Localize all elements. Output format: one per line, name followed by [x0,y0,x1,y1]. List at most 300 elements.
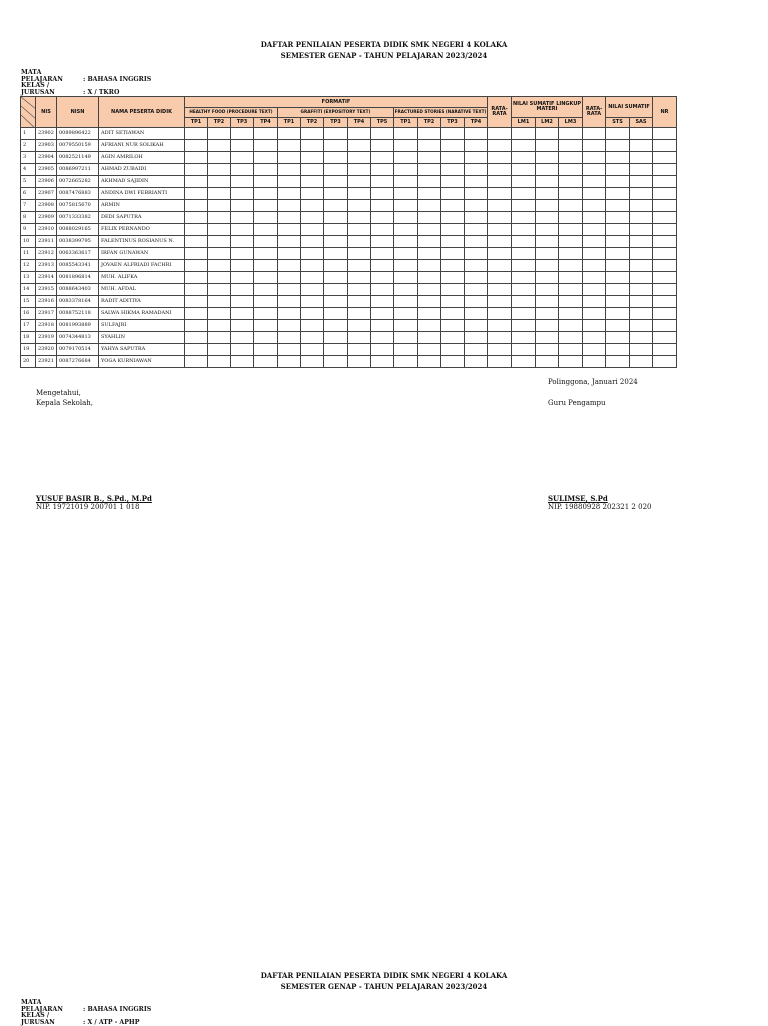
score-cell[interactable] [278,248,301,260]
score-cell[interactable] [653,356,677,368]
score-cell[interactable] [254,248,278,260]
score-cell[interactable] [653,308,677,320]
score-cell[interactable] [441,260,465,272]
score-cell[interactable] [231,212,254,224]
score-cell[interactable] [653,224,677,236]
score-cell[interactable] [324,320,348,332]
score-cell[interactable] [512,296,536,308]
score-cell[interactable] [394,296,418,308]
score-cell[interactable] [441,344,465,356]
score-cell[interactable] [371,272,394,284]
score-cell[interactable] [394,164,418,176]
score-cell[interactable] [630,200,653,212]
score-cell[interactable] [559,332,583,344]
score-cell[interactable] [465,128,488,140]
score-cell[interactable] [278,176,301,188]
score-cell[interactable] [278,140,301,152]
score-cell[interactable] [185,332,208,344]
score-cell[interactable] [536,332,559,344]
score-cell[interactable] [208,236,231,248]
score-cell[interactable] [254,356,278,368]
score-cell[interactable] [441,164,465,176]
score-cell[interactable] [278,152,301,164]
score-cell[interactable] [324,236,348,248]
score-cell[interactable] [630,260,653,272]
score-cell[interactable] [301,356,324,368]
score-cell[interactable] [441,356,465,368]
score-cell[interactable] [606,248,630,260]
score-cell[interactable] [465,140,488,152]
score-cell[interactable] [512,164,536,176]
score-cell[interactable] [208,356,231,368]
score-cell[interactable] [606,188,630,200]
score-cell[interactable] [606,152,630,164]
score-cell[interactable] [630,248,653,260]
score-cell[interactable] [630,284,653,296]
score-cell[interactable] [418,200,441,212]
score-cell[interactable] [512,320,536,332]
score-cell[interactable] [185,308,208,320]
score-cell[interactable] [348,128,371,140]
score-cell[interactable] [488,296,512,308]
score-cell[interactable] [583,188,606,200]
score-cell[interactable] [185,320,208,332]
score-cell[interactable] [324,140,348,152]
score-cell[interactable] [512,332,536,344]
score-cell[interactable] [488,272,512,284]
score-cell[interactable] [512,128,536,140]
score-cell[interactable] [348,176,371,188]
score-cell[interactable] [441,284,465,296]
score-cell[interactable] [418,224,441,236]
score-cell[interactable] [583,320,606,332]
score-cell[interactable] [348,152,371,164]
score-cell[interactable] [536,188,559,200]
score-cell[interactable] [394,260,418,272]
score-cell[interactable] [559,284,583,296]
score-cell[interactable] [465,296,488,308]
score-cell[interactable] [324,260,348,272]
score-cell[interactable] [231,272,254,284]
score-cell[interactable] [348,296,371,308]
score-cell[interactable] [465,188,488,200]
score-cell[interactable] [441,272,465,284]
score-cell[interactable] [536,272,559,284]
score-cell[interactable] [278,212,301,224]
score-cell[interactable] [208,248,231,260]
score-cell[interactable] [465,308,488,320]
score-cell[interactable] [301,140,324,152]
score-cell[interactable] [606,320,630,332]
score-cell[interactable] [231,296,254,308]
score-cell[interactable] [606,332,630,344]
score-cell[interactable] [418,356,441,368]
score-cell[interactable] [559,140,583,152]
score-cell[interactable] [653,152,677,164]
score-cell[interactable] [536,212,559,224]
score-cell[interactable] [488,200,512,212]
score-cell[interactable] [185,176,208,188]
score-cell[interactable] [254,308,278,320]
score-cell[interactable] [254,224,278,236]
score-cell[interactable] [301,236,324,248]
score-cell[interactable] [465,284,488,296]
score-cell[interactable] [630,176,653,188]
score-cell[interactable] [653,284,677,296]
score-cell[interactable] [254,332,278,344]
score-cell[interactable] [348,320,371,332]
score-cell[interactable] [394,344,418,356]
score-cell[interactable] [324,272,348,284]
score-cell[interactable] [488,344,512,356]
score-cell[interactable] [301,200,324,212]
score-cell[interactable] [630,224,653,236]
score-cell[interactable] [630,164,653,176]
score-cell[interactable] [583,308,606,320]
score-cell[interactable] [394,272,418,284]
score-cell[interactable] [418,260,441,272]
score-cell[interactable] [254,260,278,272]
score-cell[interactable] [371,248,394,260]
score-cell[interactable] [583,164,606,176]
score-cell[interactable] [630,152,653,164]
score-cell[interactable] [606,308,630,320]
score-cell[interactable] [583,332,606,344]
score-cell[interactable] [348,356,371,368]
score-cell[interactable] [348,164,371,176]
score-cell[interactable] [418,152,441,164]
score-cell[interactable] [653,260,677,272]
score-cell[interactable] [324,308,348,320]
score-cell[interactable] [394,308,418,320]
score-cell[interactable] [185,164,208,176]
score-cell[interactable] [536,176,559,188]
score-cell[interactable] [254,188,278,200]
score-cell[interactable] [441,128,465,140]
score-cell[interactable] [208,332,231,344]
score-cell[interactable] [185,212,208,224]
score-cell[interactable] [441,188,465,200]
score-cell[interactable] [371,176,394,188]
score-cell[interactable] [465,176,488,188]
score-cell[interactable] [231,188,254,200]
score-cell[interactable] [512,308,536,320]
score-cell[interactable] [348,140,371,152]
score-cell[interactable] [653,344,677,356]
score-cell[interactable] [208,284,231,296]
score-cell[interactable] [583,248,606,260]
score-cell[interactable] [301,212,324,224]
score-cell[interactable] [208,152,231,164]
score-cell[interactable] [418,188,441,200]
score-cell[interactable] [418,284,441,296]
score-cell[interactable] [418,296,441,308]
score-cell[interactable] [348,272,371,284]
score-cell[interactable] [324,284,348,296]
score-cell[interactable] [301,320,324,332]
score-cell[interactable] [324,212,348,224]
score-cell[interactable] [394,284,418,296]
score-cell[interactable] [465,344,488,356]
score-cell[interactable] [278,224,301,236]
score-cell[interactable] [231,320,254,332]
score-cell[interactable] [301,260,324,272]
score-cell[interactable] [536,320,559,332]
score-cell[interactable] [348,260,371,272]
score-cell[interactable] [371,200,394,212]
score-cell[interactable] [254,212,278,224]
score-cell[interactable] [606,176,630,188]
score-cell[interactable] [301,308,324,320]
score-cell[interactable] [231,308,254,320]
score-cell[interactable] [301,344,324,356]
score-cell[interactable] [606,260,630,272]
score-cell[interactable] [536,308,559,320]
score-cell[interactable] [301,332,324,344]
score-cell[interactable] [536,248,559,260]
score-cell[interactable] [512,248,536,260]
score-cell[interactable] [208,308,231,320]
score-cell[interactable] [278,128,301,140]
score-cell[interactable] [606,284,630,296]
score-cell[interactable] [536,260,559,272]
score-cell[interactable] [418,140,441,152]
score-cell[interactable] [583,284,606,296]
score-cell[interactable] [559,164,583,176]
score-cell[interactable] [185,260,208,272]
score-cell[interactable] [185,248,208,260]
score-cell[interactable] [512,284,536,296]
score-cell[interactable] [488,164,512,176]
score-cell[interactable] [559,356,583,368]
score-cell[interactable] [208,140,231,152]
score-cell[interactable] [208,128,231,140]
score-cell[interactable] [371,140,394,152]
score-cell[interactable] [278,308,301,320]
score-cell[interactable] [231,140,254,152]
score-cell[interactable] [536,284,559,296]
score-cell[interactable] [583,212,606,224]
score-cell[interactable] [324,176,348,188]
score-cell[interactable] [488,332,512,344]
score-cell[interactable] [348,224,371,236]
score-cell[interactable] [536,200,559,212]
score-cell[interactable] [324,248,348,260]
score-cell[interactable] [441,236,465,248]
score-cell[interactable] [465,152,488,164]
score-cell[interactable] [465,356,488,368]
score-cell[interactable] [488,188,512,200]
score-cell[interactable] [465,332,488,344]
score-cell[interactable] [606,272,630,284]
score-cell[interactable] [465,224,488,236]
score-cell[interactable] [254,272,278,284]
score-cell[interactable] [606,236,630,248]
score-cell[interactable] [394,188,418,200]
score-cell[interactable] [559,224,583,236]
score-cell[interactable] [278,200,301,212]
score-cell[interactable] [536,140,559,152]
score-cell[interactable] [208,344,231,356]
score-cell[interactable] [301,152,324,164]
score-cell[interactable] [512,212,536,224]
score-cell[interactable] [630,344,653,356]
score-cell[interactable] [465,248,488,260]
score-cell[interactable] [231,224,254,236]
score-cell[interactable] [371,332,394,344]
score-cell[interactable] [371,224,394,236]
score-cell[interactable] [488,284,512,296]
score-cell[interactable] [394,248,418,260]
score-cell[interactable] [301,164,324,176]
score-cell[interactable] [278,236,301,248]
score-cell[interactable] [208,164,231,176]
score-cell[interactable] [465,200,488,212]
score-cell[interactable] [231,248,254,260]
score-cell[interactable] [653,128,677,140]
score-cell[interactable] [441,320,465,332]
score-cell[interactable] [254,236,278,248]
score-cell[interactable] [418,248,441,260]
score-cell[interactable] [488,356,512,368]
score-cell[interactable] [348,284,371,296]
score-cell[interactable] [324,128,348,140]
score-cell[interactable] [583,236,606,248]
score-cell[interactable] [371,320,394,332]
score-cell[interactable] [488,152,512,164]
score-cell[interactable] [254,152,278,164]
score-cell[interactable] [583,296,606,308]
score-cell[interactable] [185,284,208,296]
score-cell[interactable] [512,344,536,356]
score-cell[interactable] [418,164,441,176]
score-cell[interactable] [371,296,394,308]
score-cell[interactable] [254,164,278,176]
score-cell[interactable] [371,212,394,224]
score-cell[interactable] [278,320,301,332]
score-cell[interactable] [254,140,278,152]
score-cell[interactable] [394,128,418,140]
score-cell[interactable] [231,284,254,296]
score-cell[interactable] [512,140,536,152]
score-cell[interactable] [559,176,583,188]
score-cell[interactable] [465,236,488,248]
score-cell[interactable] [348,308,371,320]
score-cell[interactable] [488,212,512,224]
score-cell[interactable] [208,200,231,212]
score-cell[interactable] [606,164,630,176]
score-cell[interactable] [559,308,583,320]
score-cell[interactable] [185,272,208,284]
score-cell[interactable] [301,296,324,308]
score-cell[interactable] [394,320,418,332]
score-cell[interactable] [606,224,630,236]
score-cell[interactable] [536,152,559,164]
score-cell[interactable] [653,188,677,200]
score-cell[interactable] [630,128,653,140]
score-cell[interactable] [653,200,677,212]
score-cell[interactable] [583,152,606,164]
score-cell[interactable] [418,128,441,140]
score-cell[interactable] [371,308,394,320]
score-cell[interactable] [185,296,208,308]
score-cell[interactable] [348,212,371,224]
score-cell[interactable] [441,308,465,320]
score-cell[interactable] [185,152,208,164]
score-cell[interactable] [301,176,324,188]
score-cell[interactable] [231,128,254,140]
score-cell[interactable] [559,248,583,260]
score-cell[interactable] [185,200,208,212]
score-cell[interactable] [301,224,324,236]
score-cell[interactable] [278,344,301,356]
score-cell[interactable] [394,140,418,152]
score-cell[interactable] [536,296,559,308]
score-cell[interactable] [606,356,630,368]
score-cell[interactable] [559,188,583,200]
score-cell[interactable] [394,200,418,212]
score-cell[interactable] [278,332,301,344]
score-cell[interactable] [324,164,348,176]
score-cell[interactable] [208,320,231,332]
score-cell[interactable] [465,164,488,176]
score-cell[interactable] [348,188,371,200]
score-cell[interactable] [185,128,208,140]
score-cell[interactable] [441,296,465,308]
score-cell[interactable] [441,224,465,236]
score-cell[interactable] [254,176,278,188]
score-cell[interactable] [185,140,208,152]
score-cell[interactable] [559,320,583,332]
score-cell[interactable] [371,344,394,356]
score-cell[interactable] [583,176,606,188]
score-cell[interactable] [348,344,371,356]
score-cell[interactable] [278,356,301,368]
score-cell[interactable] [630,332,653,344]
score-cell[interactable] [418,308,441,320]
score-cell[interactable] [630,320,653,332]
score-cell[interactable] [606,212,630,224]
score-cell[interactable] [583,272,606,284]
score-cell[interactable] [630,356,653,368]
score-cell[interactable] [254,320,278,332]
score-cell[interactable] [208,224,231,236]
score-cell[interactable] [512,272,536,284]
score-cell[interactable] [512,188,536,200]
score-cell[interactable] [231,356,254,368]
score-cell[interactable] [324,200,348,212]
score-cell[interactable] [254,128,278,140]
score-cell[interactable] [324,296,348,308]
score-cell[interactable] [465,320,488,332]
score-cell[interactable] [630,272,653,284]
score-cell[interactable] [441,152,465,164]
score-cell[interactable] [394,224,418,236]
score-cell[interactable] [301,284,324,296]
score-cell[interactable] [231,236,254,248]
score-cell[interactable] [324,344,348,356]
score-cell[interactable] [441,248,465,260]
score-cell[interactable] [583,224,606,236]
score-cell[interactable] [559,128,583,140]
score-cell[interactable] [536,236,559,248]
score-cell[interactable] [371,236,394,248]
score-cell[interactable] [324,224,348,236]
score-cell[interactable] [278,164,301,176]
score-cell[interactable] [394,212,418,224]
score-cell[interactable] [254,296,278,308]
score-cell[interactable] [371,356,394,368]
